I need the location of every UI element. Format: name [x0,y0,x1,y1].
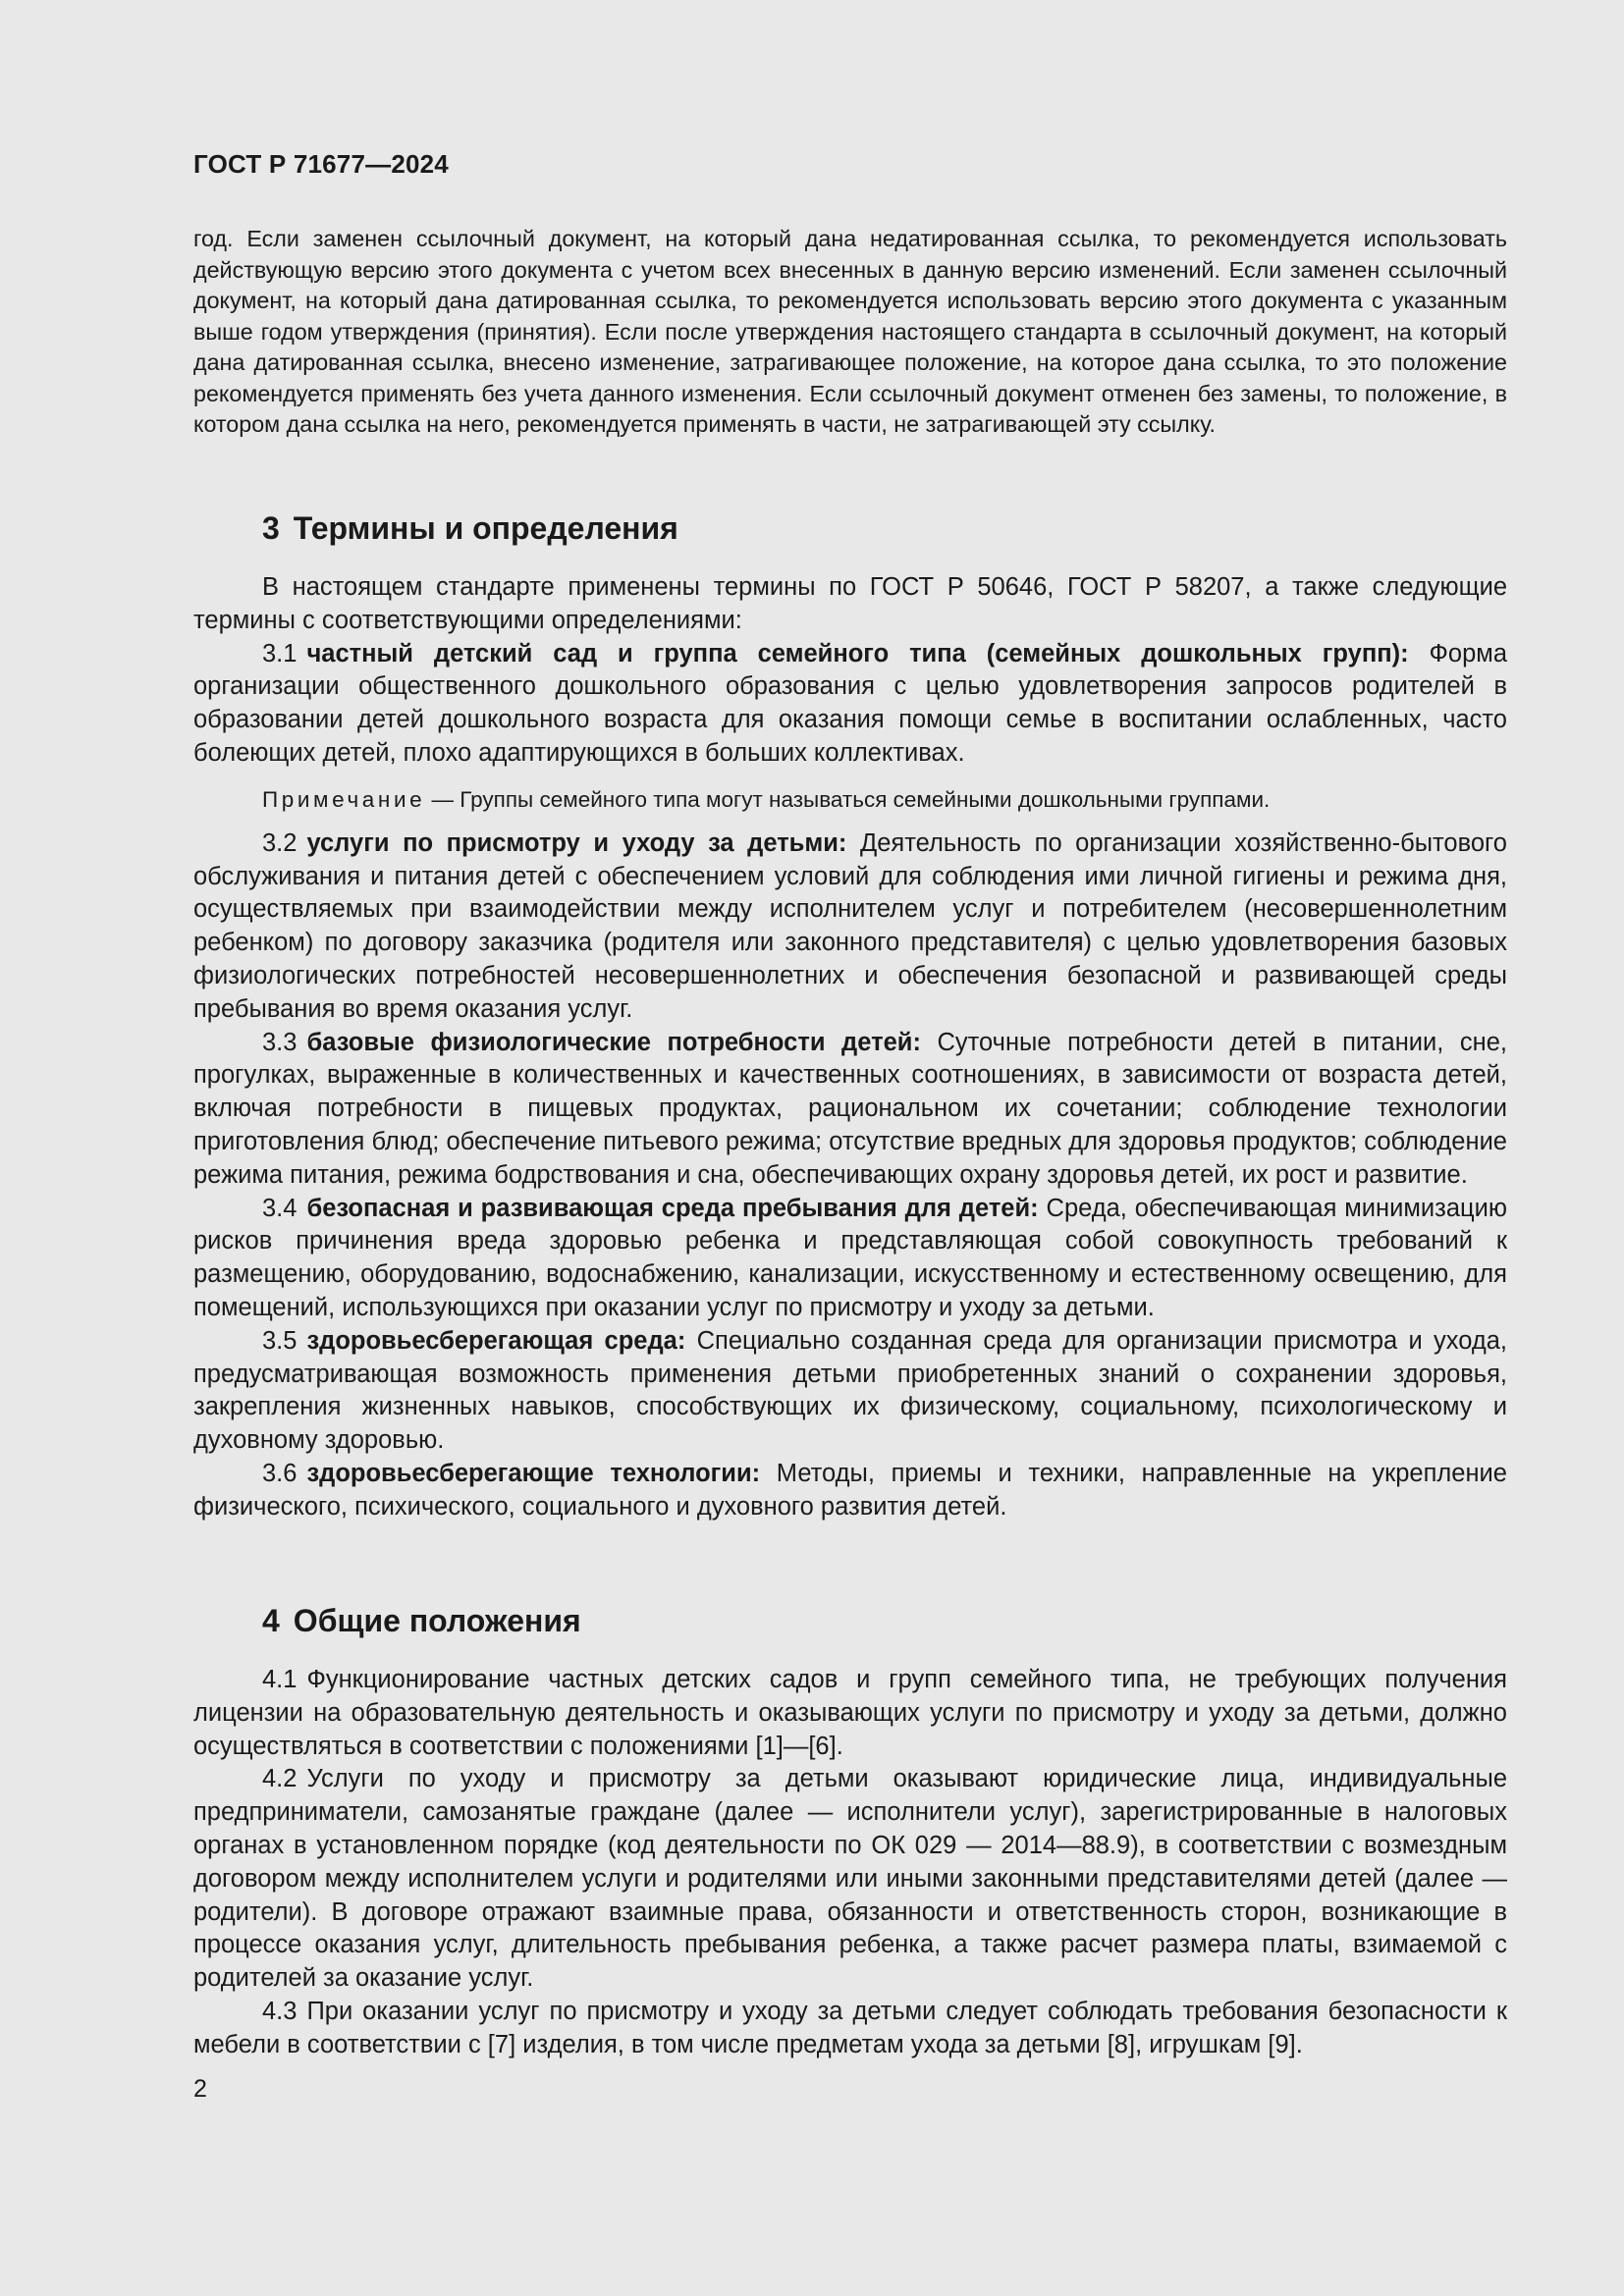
term-number: 3.4 [262,1194,298,1222]
term-number: 3.3 [262,1028,298,1056]
section-3-number: 3 [262,510,280,546]
term-3-1 [193,638,1507,771]
clause-number: 4.1 [262,1666,298,1693]
section-4-title: Общие положения [293,1603,581,1638]
clause-4-1 [193,1664,1507,1763]
term-name: безопасная и развивающая среда пребывания для детей: [306,1194,1039,1222]
note [262,784,1507,816]
section-3-title: Термины и определения [293,510,678,546]
page-number: 2 [193,2075,207,2103]
clause-text: Услуги по уходу и присмотру за детьми оказывают юридические лица, индивидуальные предприниматели, самозанятые граждане (далее — исполнители услуг), зарегистрированные в налоговых органах в установленном порядке (код деятельности по ОК 029 — 2014—88.9), в соответствии с возмездным договором между исполнителем услуги и родителями или иными законными представителями детей (далее — родители). В договоре отражают взаимные права, обязанности и ответственность сторон, возникающие в процессе оказания услуг, длительность пребывания ребенка, а также расчет размера платы, взимаемой с родителей за оказание услуг. [193,1765,1507,1993]
term-definition: Методы, приемы и техники, направленные на укрепление физического, психического, социального и духовного развития детей. [193,1459,1507,1521]
term-name: здоровьесберегающая среда: [306,1326,686,1355]
term-name: базовые физиологические потребности детей: [306,1028,921,1056]
term-definition: Суточные потребности детей в питании, сне, прогулках, выраженные в количественных и качественных соотношениях, в зависимости от возраста детей, включая потребности в пищевых продуктах, рациональном их сочетании; соблюдение технологии приготовления блюд; обеспечение питьевого режима; отсутствие вредных для здоровья продуктов; соблюдение режима питания, режима бодрствования и сна, обеспечивающих охрану здоровья детей, их рост и развитие. [193,1028,1507,1189]
clause-number: 4.3 [262,1997,298,2025]
term-3-2 [193,828,1507,1027]
section-4-number: 4 [262,1603,280,1638]
term-number: 3.2 [262,828,298,857]
clause-number: 4.2 [262,1765,298,1793]
terms-intro: В настоящем стандарте применены термины по ГОСТ Р 50646, ГОСТ Р 58207, а также следующие термины с соответствующими определениями: [193,573,1507,634]
term-name: услуги по присмотру и уходу за детьми: [306,828,847,857]
general-provisions-section [193,1664,1507,2062]
section-3-heading [262,510,678,547]
term-3-5 [193,1325,1507,1458]
note-label: Примечание [262,786,426,812]
clause-text: При оказании услуг по присмотру и уходу за детьми следует соблюдать требования безопасности к мебели в соответствии с [7] изделия, в том числе предметам ухода за детьми [8], игрушкам [9]. [193,1997,1507,2058]
term-definition: Среда, обеспечивающая минимизацию рисков причинения вреда здоровью ребенка и представляющая собой совокупность требований к размещению, оборудованию, водоснабжению, канализации, искусственному и естественному освещению, для помещений, использующихся при оказании услуг по присмотру и уходу за детьми. [193,1194,1507,1321]
term-definition: Специально созданная среда для организации присмотра и ухода, предусматривающая возможность применения детьми приобретенных знаний о сохранении здоровья, закрепления жизненных навыков, способствующих их физическому, социальному, психологическому и духовному здоровью. [193,1326,1507,1455]
term-3-4 [193,1193,1507,1325]
term-number: 3.1 [262,639,298,667]
clause-4-2 [193,1763,1507,1996]
clause-4-3 [193,1996,1507,2062]
intro-paragraph: год. Если заменен ссылочный документ, на который дана недатированная ссылка, то рекомендуется использовать действующую версию этого документа с учетом всех внесенных в данную версию изменений. Если заменен ссылочный документ, на который дана датированная ссылка, то рекомендуется использовать версию этого документа с указанным выше годом утверждения (принятия). Если после утверждения настоящего стандарта в ссылочный документ, на который дана датированная ссылка, внесено изменение, затрагивающее положение, на которое дана ссылка, то это положение рекомендуется применять без учета данного изменения. Если ссылочный документ отменен без замены, то положение, в котором дана ссылка на него, рекомендуется применять в части, не затрагивающей эту ссылку. [193,226,1507,437]
term-definition: Форма организации общественного дошкольного образования с целью удовлетворения запросов родителей в образовании детей дошкольного возраста для оказания помощи семье в воспитании ослабленных, часто болеющих детей, плохо адаптирующихся в больших коллективах. [193,639,1507,767]
term-number: 3.6 [262,1459,298,1487]
term-3-6 [193,1458,1507,1524]
section-4-heading [262,1603,581,1639]
note-text: — Группы семейного типа могут называться семейными дошкольными группами. [431,786,1271,812]
terms-section [193,571,1507,1524]
term-name: здоровьесберегающие технологии: [306,1459,761,1487]
standard-code-header: ГОСТ Р 71677—2024 [193,149,449,179]
term-definition: Деятельность по организации хозяйственно-бытового обслуживания и питания детей с обеспечением условий для соблюдения ими личной гигиены и режима дня, осуществляемых при взаимодействии между исполнителем услуг и потребителем (несовершеннолетним ребенком) по договору заказчика (родителя или законного представителя) с целью удовлетворения базовых физиологических потребностей несовершеннолетних и обеспечения безопасной и развивающей среды пребывания во время оказания услуг. [193,828,1507,1023]
term-3-3 [193,1027,1507,1193]
term-name: частный детский сад и группа семейного типа (семейных дошкольных групп): [306,639,1409,667]
term-number: 3.5 [262,1326,298,1355]
clause-text: Функционирование частных детских садов и групп семейного типа, не требующих получения лицензии на образовательную деятельность и оказывающих услуги по присмотру и уходу за детьми, должно осуществляться в соответствии с положениями [1]—[6]. [193,1666,1507,1760]
